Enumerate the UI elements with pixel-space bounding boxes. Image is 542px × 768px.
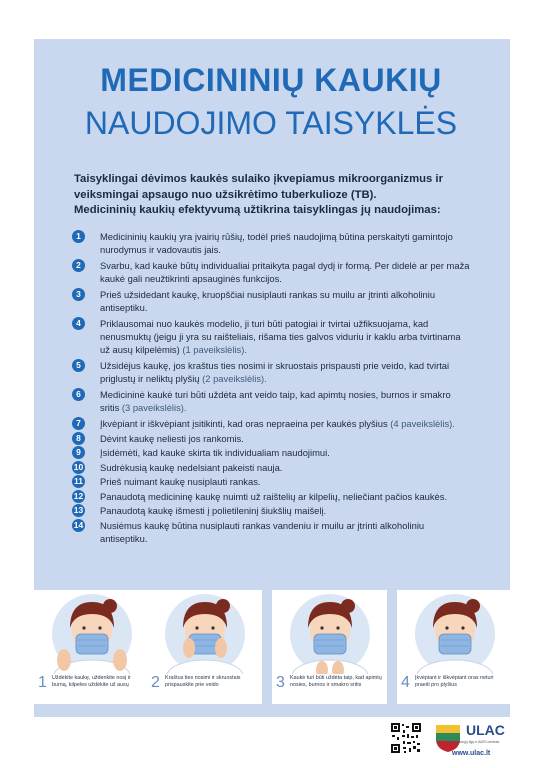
figure-reference: (1 paveikslėlis). bbox=[182, 344, 247, 355]
intro-line: Taisyklingai dėvimos kaukės sulaiko įkvepiamus mikroorganizmus ir bbox=[74, 173, 443, 185]
rule-item bbox=[72, 230, 472, 256]
rule-item bbox=[72, 475, 472, 488]
illustration-strip bbox=[34, 590, 510, 715]
rule-text: Medicininių kaukių yra įvairių rūšių, todėl prieš naudojimą būtina perskaityti gamintojo nurodymus ir vadovautis jais. bbox=[100, 231, 453, 255]
rule-number-badge: 10 bbox=[73, 461, 84, 472]
panel-number: 2 bbox=[151, 674, 160, 691]
intro-line: Medicininių kaukių efektyvumą užtikrina taisyklingas jų naudojimas: bbox=[74, 204, 441, 216]
panel-caption bbox=[34, 674, 149, 704]
rule-item bbox=[72, 504, 472, 517]
rule-number-badge: 12 bbox=[73, 490, 84, 501]
rule-text: Įkvėpiant ir iškvėpiant įsitikinti, kad oras nepraeina per kaukės plyšius bbox=[100, 418, 388, 429]
rule-item bbox=[72, 359, 472, 385]
rule-number-badge: 14 bbox=[73, 519, 84, 530]
illustration-panel bbox=[147, 590, 262, 704]
logo-name: ULAC bbox=[466, 722, 505, 738]
rule-item bbox=[72, 417, 472, 430]
poster-title: MEDICININIŲ KAUKIŲ bbox=[100, 62, 442, 98]
figure-reference: (2 paveikslėlis). bbox=[202, 373, 267, 384]
illustration-panel bbox=[272, 590, 387, 704]
rule-number-badge: 9 bbox=[72, 446, 85, 459]
rule-text: Priklausomai nuo kaukės modelio, ji turi būti patogiai ir tvirtai užfiksuojama, kad nenusmuktų (jeigu ji yra su raišteliais, rišama ties galvos viduriu ir kaklu arba tvirtinama už ausų kilpelėmis) bbox=[100, 318, 461, 355]
rule-text: Prieš užsidedant kaukę, kruopščiai nusiplauti rankas su muilu ar įtrinti alkoholiniu antiseptiku. bbox=[100, 289, 436, 313]
panel-number: 1 bbox=[38, 674, 47, 691]
website-link[interactable]: www.ulac.lt bbox=[452, 750, 491, 757]
panel-caption-text: Kraštus ties nosimi ir skruostais prispauskite prie veido bbox=[165, 675, 241, 688]
rule-item bbox=[72, 288, 472, 314]
rule-number-badge: 7 bbox=[72, 417, 85, 430]
intro-text bbox=[74, 172, 484, 219]
rule-number-badge: 5 bbox=[72, 359, 85, 372]
panel-caption-text: Įkvėpiant ir iškvėpiant oras neturi praeiti pro plyšius bbox=[415, 675, 494, 688]
panel-caption-text: Uždėkite kaukę, uždenkite nosį ir burną, kilpeles uždėkite už ausų bbox=[52, 675, 131, 688]
rule-number-badge: 3 bbox=[72, 288, 85, 301]
rule-text: Įsidėmėti, kad kaukė skirta tik individualiam naudojimui. bbox=[100, 447, 330, 458]
figure-reference: (4 paveikslėlis). bbox=[390, 418, 455, 429]
qr-code-icon bbox=[390, 722, 422, 754]
rule-text: Nusiėmus kaukę būtina nusiplauti rankas vandeniu ir muilu ar įtrinti alkoholiniu antiseptiku. bbox=[100, 519, 425, 544]
panel-caption-text: Kaukė turi būti uždėta taip, kad apimtų nosies, burnos ir smakro sritis bbox=[290, 675, 382, 688]
intro-line: veiksmingai apsaugo nuo užsikrėtimo tuberkulioze (TB). bbox=[74, 188, 377, 201]
rule-text: Panaudotą medicininę kaukę nuimti už raištelių ar kilpelių, neliečiant pačios kaukės. bbox=[100, 490, 448, 502]
rule-text: Medicininė kaukė turi būti uždėta ant veido taip, kad apimtų nosies, burnos ir smakro sritis bbox=[100, 389, 451, 413]
rule-number-badge: 11 bbox=[74, 476, 83, 486]
rule-text: Dėvint kaukę neliesti jos rankomis. bbox=[100, 432, 244, 444]
rule-number-badge: 13 bbox=[73, 505, 84, 515]
panel-number: 3 bbox=[276, 674, 285, 691]
panel-caption bbox=[272, 674, 387, 704]
rule-number-badge: 8 bbox=[72, 432, 85, 445]
rule-text: Sudrėkusią kaukę nedelsiant pakeisti nauja. bbox=[100, 461, 283, 473]
rule-item bbox=[72, 259, 472, 285]
poster-subtitle: NAUDOJIMO TAISYKLĖS bbox=[84, 105, 458, 141]
rule-number-badge: 4 bbox=[72, 317, 85, 330]
rule-text: Svarbu, kad kaukė būtų individualiai pritaikyta pagal dydį ir formą. Per didelė ar per maža kaukė gali neužtikrinti apsauginės funkcijos. bbox=[100, 260, 470, 284]
coat-of-arms-icon bbox=[434, 723, 462, 753]
panel-caption bbox=[397, 674, 512, 704]
illustration-panel bbox=[34, 590, 149, 704]
rule-text: Prieš nuimant kaukę nusiplauti rankas. bbox=[100, 476, 261, 487]
rule-number-badge: 2 bbox=[72, 259, 85, 272]
rule-item bbox=[72, 446, 472, 459]
rule-item bbox=[72, 490, 472, 503]
rules-list bbox=[72, 230, 472, 546]
figure-reference: (3 paveikslėlis). bbox=[121, 402, 187, 413]
rule-item bbox=[72, 461, 472, 474]
rule-number-badge: 1 bbox=[72, 230, 85, 243]
rule-item bbox=[72, 432, 472, 445]
rule-item bbox=[72, 388, 472, 414]
panel-caption bbox=[147, 674, 262, 704]
rule-item bbox=[72, 519, 472, 545]
rule-number-badge: 6 bbox=[72, 388, 85, 401]
rule-text: Panaudotą kaukę išmesti į polietileninį šiukšlių maišelį. bbox=[100, 505, 327, 516]
rule-item bbox=[72, 317, 472, 356]
illustration-panel bbox=[397, 590, 512, 704]
logo-subtitle: Užkrečiamųjų ligų ir AIDS centras bbox=[446, 740, 500, 744]
panel-number: 4 bbox=[401, 674, 410, 691]
rule-text: Užsidėjus kaukę, jos kraštus ties nosimi ir skruostais prispausti prie veido, kad tvirtai priglustų ir neliktų plyšių bbox=[100, 360, 450, 384]
